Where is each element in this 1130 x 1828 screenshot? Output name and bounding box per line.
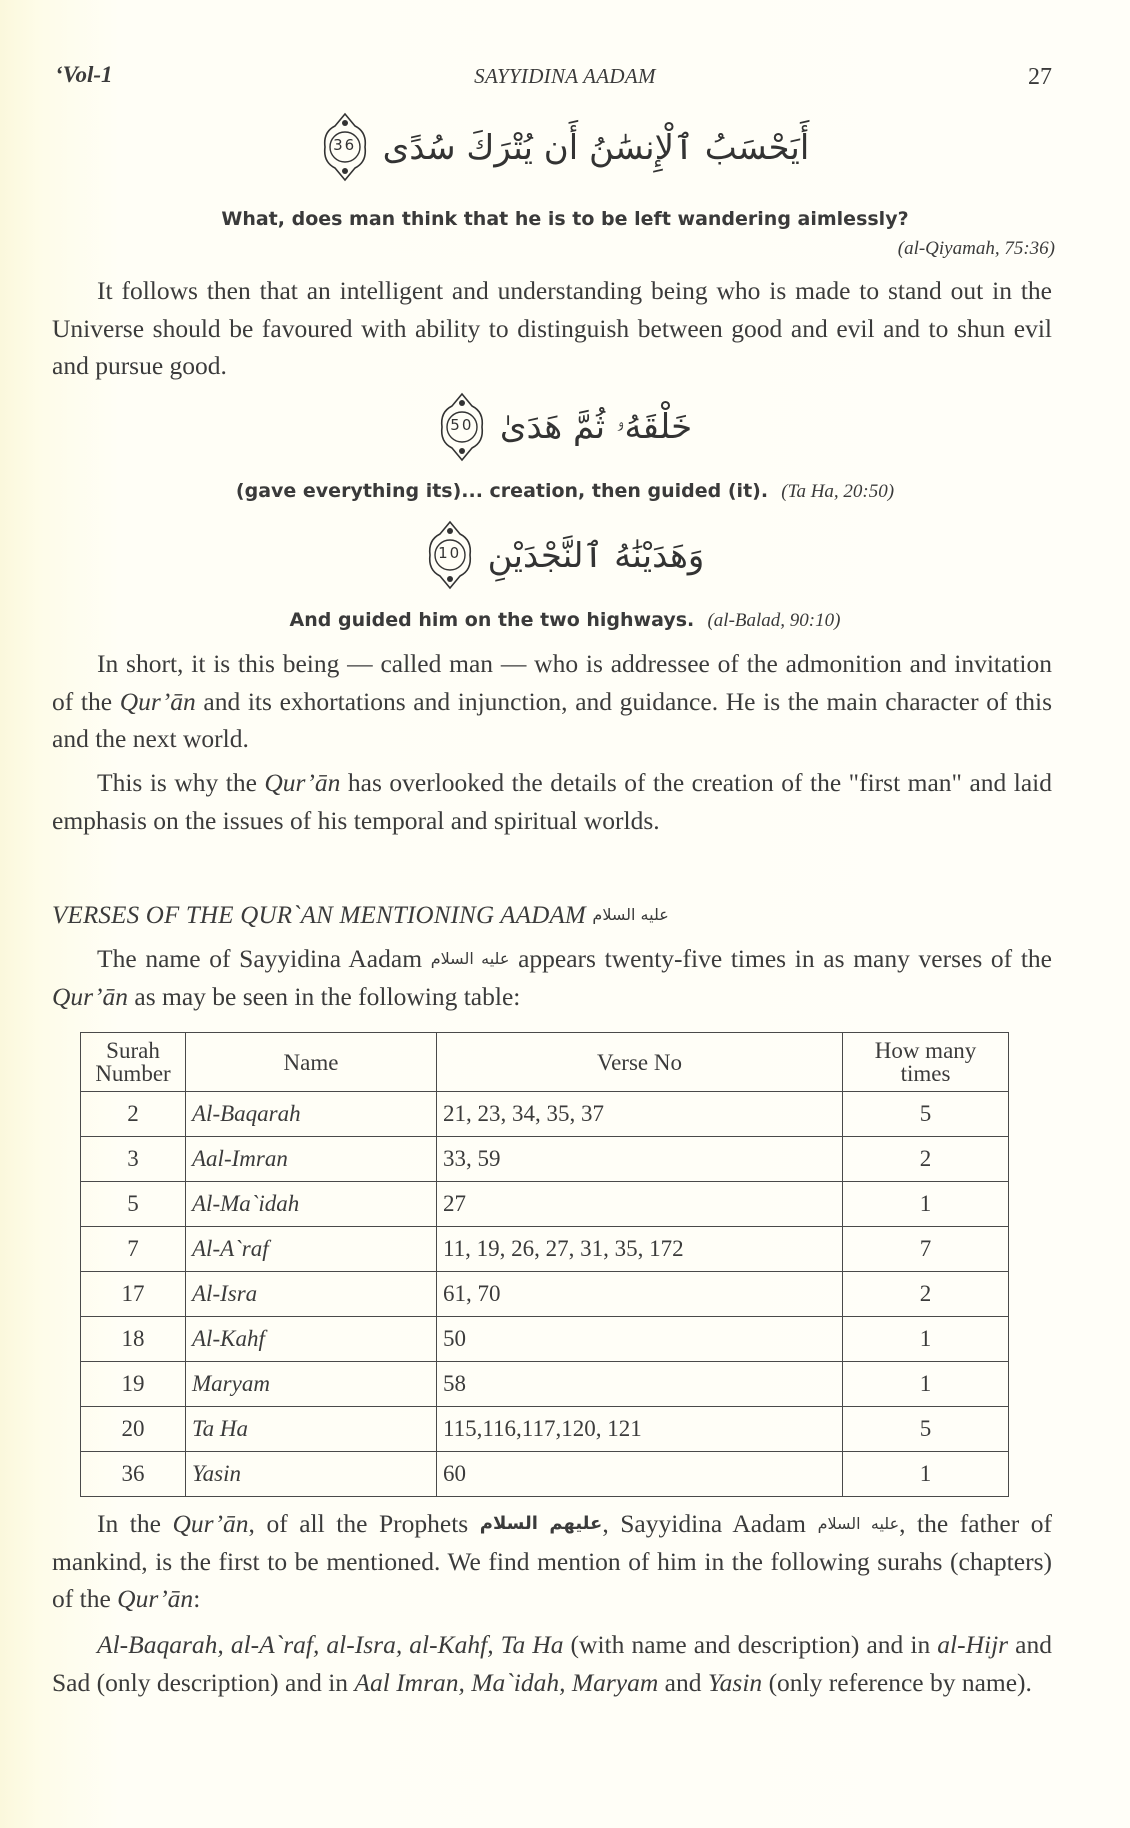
verse-translation: (gave everything its)... creation, then guided (it). bbox=[235, 480, 769, 502]
ayah-marker-icon bbox=[426, 520, 474, 590]
paragraph: Al-Baqarah, al-A`raf, al-Isra, al-Kahf, Ta Ha (with name and description) and in al-Hijr and Sad (only description) and in Aal Imran, Ma`idah, Maryam and Yasin (only reference by name). bbox=[52, 1630, 1052, 1697]
arabic-verse: وَهَدَيْنَٰهُ ٱلنَّجْدَيْنِ bbox=[487, 535, 705, 576]
honorific-icon: عليهم السلام bbox=[479, 1513, 603, 1534]
paragraph: In the Qur’ān, of all the Prophets عليهم السلام, Sayyidina Aadam عليه السلام, the father of mankind, is the first to be mentioned. We find mention of him in the following surahs (chapters) of the Qur’ān: bbox=[52, 1509, 1052, 1613]
verse-translation: And guided him on the two highways. bbox=[289, 609, 695, 631]
verse-block-1 bbox=[0, 112, 1130, 182]
verse-reference: (al-Qiyamah, 75:36) bbox=[897, 238, 1055, 259]
ayah-number: 36 bbox=[333, 136, 357, 154]
column-header: Verse No bbox=[437, 1033, 843, 1092]
verse-reference: (al-Balad, 90:10) bbox=[707, 610, 841, 631]
ayah-marker-icon bbox=[321, 112, 369, 182]
verse-reference: (Ta Ha, 20:50) bbox=[781, 481, 895, 502]
table-row: 7 Al-A`raf 11, 19, 26, 27, 31, 35, 172 7 bbox=[81, 1227, 1009, 1272]
table-row: 18 Al-Kahf 50 1 bbox=[81, 1317, 1009, 1362]
verse-block-2 bbox=[0, 392, 1130, 462]
honorific-icon: عليه السلام bbox=[817, 1514, 900, 1533]
verse-translation: What, does man think that he is to be left wandering aimlessly? bbox=[221, 208, 909, 230]
ayah-number: 10 bbox=[438, 544, 462, 562]
table-row: 17 Al-Isra 61, 70 2 bbox=[81, 1272, 1009, 1317]
paragraph: This is why the Qur’ān has overlooked the details of the creation of the "first man" and laid emphasis on the issues of his temporal and spiritual worlds. bbox=[52, 768, 1052, 835]
page-number: 27 bbox=[1028, 64, 1052, 90]
table-row: 2 Al-Baqarah 21, 23, 34, 35, 37 5 bbox=[81, 1092, 1009, 1137]
paragraph: The name of Sayyidina Aadam عليه السلام appears twenty-five times in as many verses of the Qur’ān as may be seen in the following table: bbox=[52, 944, 1052, 1011]
paragraph: It follows then that an intelligent and understanding being who is made to stand out in the Universe should be favoured with ability to distinguish between good and evil and to shun evil and pursue good. bbox=[52, 276, 1052, 380]
table-row: 19 Maryam 58 1 bbox=[81, 1362, 1009, 1407]
honorific-icon: عليه السلام bbox=[430, 949, 510, 968]
section-heading: VERSES OF THE QUR`AN MENTIONING AADAM عليه السلام bbox=[52, 902, 669, 929]
table-header-row bbox=[81, 1033, 1009, 1092]
ayah-number: 50 bbox=[450, 416, 474, 434]
column-header: How many times bbox=[843, 1033, 1009, 1092]
surah-table bbox=[80, 1032, 1009, 1497]
table-row: 5 Al-Ma`idah 27 1 bbox=[81, 1182, 1009, 1227]
table-row: 3 Aal-Imran 33, 59 2 bbox=[81, 1137, 1009, 1182]
honorific-icon: عليه السلام bbox=[592, 905, 669, 924]
verse-translation-line bbox=[0, 480, 1130, 503]
verse-block-3 bbox=[0, 520, 1130, 590]
table-row: 20 Ta Ha 115,116,117,120, 121 5 bbox=[81, 1407, 1009, 1452]
column-header: Surah Number bbox=[81, 1033, 186, 1092]
ayah-marker-icon bbox=[438, 392, 486, 462]
paragraph: In short, it is this being — called man — who is addressee of the admonition and invitation of the Qur’ān and its exhortations and injunction, and guidance. He is the main character of this and the next world. bbox=[52, 649, 1052, 753]
chapter-title: SAYYIDINA AADAM bbox=[474, 64, 656, 88]
table-row: 36 Yasin 60 1 bbox=[81, 1452, 1009, 1497]
verse-translation-line bbox=[0, 609, 1130, 632]
volume-label: ‘Vol-1 bbox=[55, 62, 113, 87]
arabic-verse: أَيَحْسَبُ ٱلْإِنسَٰنُ أَن يُتْرَكَ سُدًى bbox=[382, 127, 810, 168]
arabic-verse: خَلْقَهُۥ ثُمَّ هَدَىٰ bbox=[499, 407, 693, 447]
column-header: Name bbox=[186, 1033, 437, 1092]
